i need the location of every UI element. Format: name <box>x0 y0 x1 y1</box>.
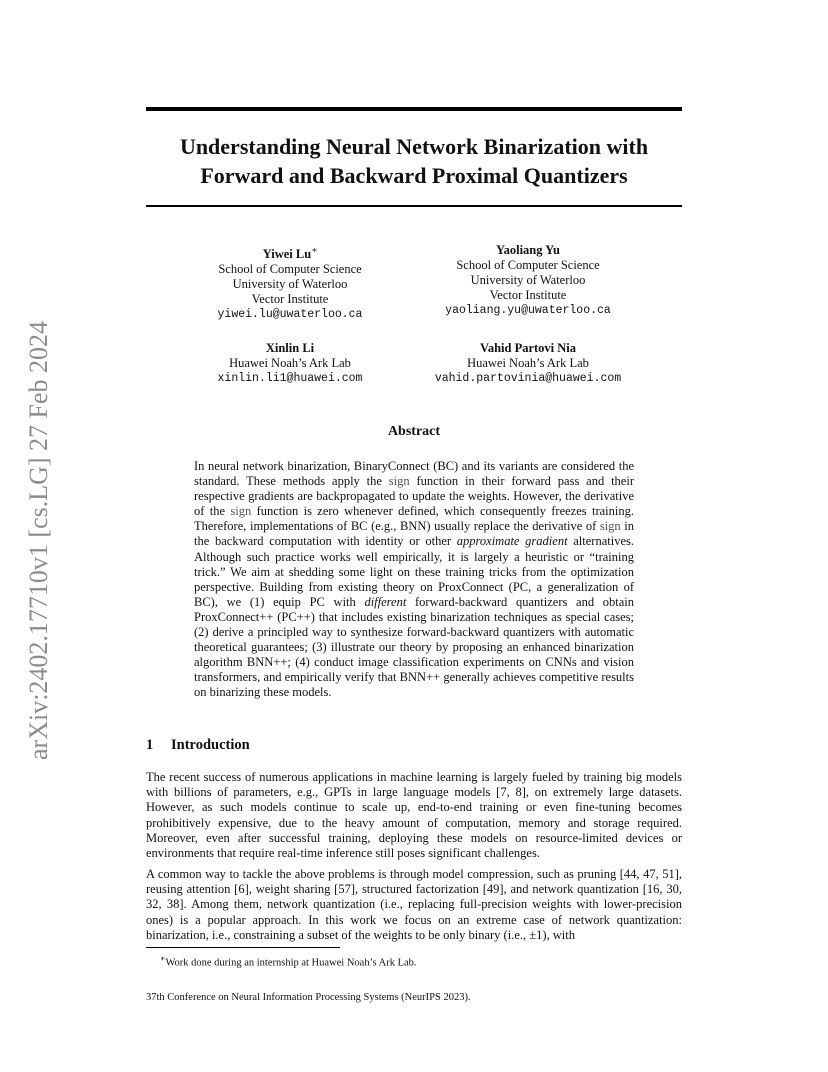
abstract-heading: Abstract <box>387 424 441 439</box>
author-block <box>403 341 653 386</box>
author-email[interactable]: yiwei.lu@uwaterloo.ca <box>217 308 363 322</box>
author-affiliation: School of Computer Science <box>456 258 600 272</box>
body-paragraph: The recent success of numerous applications in machine learning is largely fueled by training big models with billions of parameters, e.g., GPTs in large language models [7, 8], on extremely large datasets. However, as such models continue to scale up, end-to-end training or even fine-tuning becomes prohibitively expensive, due to the heavy amount of computation, memory and storage required. Moreover, even after successful training, deploying these models on resource-limited devices or environments that require real-time inference still poses significant challenges. <box>146 770 682 861</box>
footnote-mark: ∗ <box>160 954 166 963</box>
author-affiliation: Vector Institute <box>489 288 567 302</box>
section-title: Introduction <box>171 737 250 753</box>
author-affiliation: Vector Institute <box>251 292 329 307</box>
footnote-rule <box>146 947 340 948</box>
abstract-body: In neural network binarization, BinaryConnect (BC) and its variants are considered the standard. These methods apply the sign function in their forward pass and their respective gradients are backpropagated to update the weights. However, the derivative of the sign function is zero whenever defined, which consequently freezes training. Therefore, implementations of BC (e.g., BNN) usually replace the derivative of sign in the backward computation with identity or other approximate gradient alternatives. Although such practice works well empirically, it is largely a heuristic or “training trick.” We aim at shedding some light on these training tricks from the optimization perspective. Building from existing theory on ProxConnect (PC, a generalization of BC), we (1) equip PC with different forward-backward quantizers and obtain ProxConnect++ (PC++) that includes existing binarization techniques as special cases; (2) derive a principled way to synthesize forward-backward quantizers with automatic theoretical guarantees; (3) illustrate our theory by proposing an enhanced binarization algorithm BNN++; (4) conduct image classification experiments on CNNs and vision transformers, and empirically verify that BNN++ generally achieves competitive results on binarizing these models. <box>194 459 634 700</box>
sign-term: sign <box>388 474 410 489</box>
conference-note: 37th Conference on Neural Information Processing Systems (NeurIPS 2023). <box>146 992 471 1003</box>
author-affiliation: University of Waterloo <box>470 273 586 287</box>
author-block <box>170 341 410 386</box>
section-number: 1 <box>146 737 154 753</box>
author-email[interactable]: vahid.partovinia@huawei.com <box>434 372 622 385</box>
author-affiliation: School of Computer Science <box>218 262 362 277</box>
sign-term: sign <box>599 519 621 534</box>
sign-term: sign <box>230 504 252 519</box>
footnote <box>160 952 417 970</box>
author-email[interactable]: xinlin.li1@huawei.com <box>217 372 363 385</box>
author-affiliation: Huawei Noah’s Ark Lab <box>229 356 351 370</box>
top-rule <box>146 107 682 111</box>
title-line-1: Understanding Neural Network Binarization with <box>179 134 649 159</box>
paper-title <box>146 132 682 190</box>
author-email[interactable]: yaoliang.yu@uwaterloo.ca <box>445 304 611 317</box>
section-heading <box>146 737 250 754</box>
author-name: Yiwei Lu∗ <box>262 245 318 262</box>
author-name: Xinlin Li <box>265 341 315 355</box>
emphasis: approximate gradient <box>456 534 568 549</box>
emphasis: different <box>364 594 407 609</box>
title-line-2: Forward and Backward Proximal Quantizers <box>200 163 628 188</box>
footnote-text: Work done during an internship at Huawei Noah’s Ark Lab. <box>165 957 417 969</box>
author-affiliation: Huawei Noah’s Ark Lab <box>467 356 589 370</box>
author-affiliation: University of Waterloo <box>232 277 348 292</box>
author-name: Yaoliang Yu <box>495 243 561 257</box>
arxiv-identifier: arXiv:2402.17710v1 [cs.LG] 27 Feb 2024 <box>24 320 53 760</box>
author-name: Vahid Partovi Nia <box>479 341 577 355</box>
title-rule <box>146 205 682 207</box>
author-block <box>170 243 410 322</box>
body-paragraph: A common way to tackle the above problems is through model compression, such as pruning [44, 47, 51], reusing attention [6], weight sharing [57], structured factorization [49], and network quantization [16, 30, 32, 38]. Among them, network quantization (i.e., replacing full-precision weights with lower-precision ones) is a popular approach. In this work we focus on an extreme case of network quantization: binarization, i.e., constraining a subset of the weights to be only binary (i.e., ±1), with <box>146 867 682 942</box>
author-block <box>408 243 648 318</box>
